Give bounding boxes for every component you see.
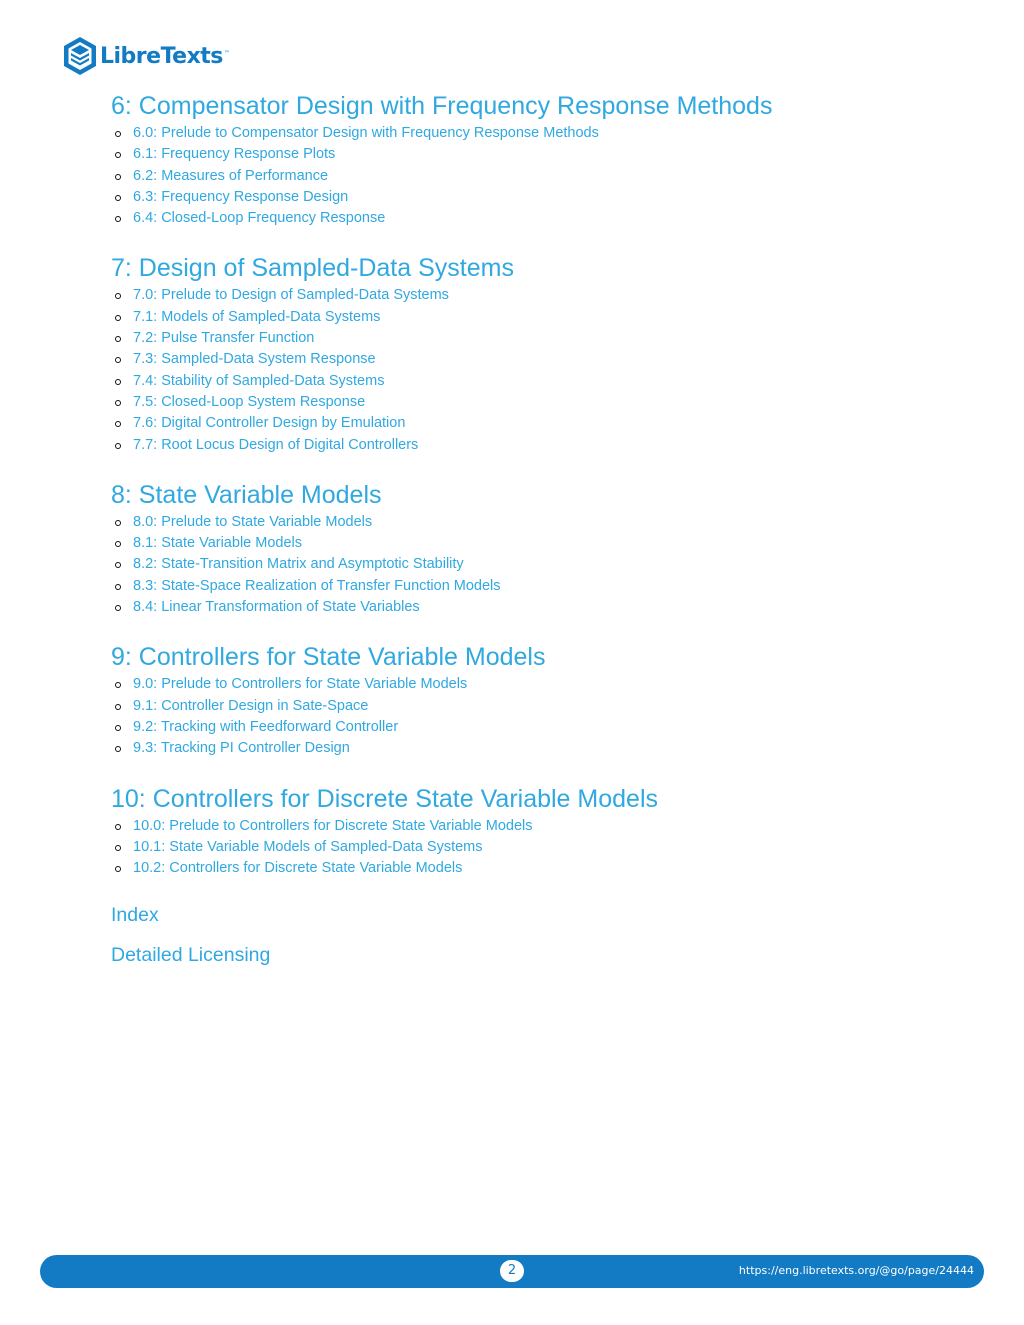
section-link[interactable]: 8.0: Prelude to State Variable Models <box>111 512 991 533</box>
section-link[interactable]: 6.3: Frequency Response Design <box>111 187 991 208</box>
chapter-title-link[interactable]: 9: Controllers for State Variable Models <box>111 643 546 672</box>
section-link[interactable]: 8.2: State-Transition Matrix and Asymptotic Stability <box>111 554 991 575</box>
index-link[interactable]: Index <box>111 904 159 927</box>
section-link[interactable]: 10.1: State Variable Models of Sampled-Data Systems <box>111 837 991 858</box>
toc-chapter <box>111 782 991 880</box>
chapter-title-link[interactable]: 6: Compensator Design with Frequency Response Methods <box>111 92 773 120</box>
section-list <box>111 674 991 759</box>
section-link[interactable]: 7.0: Prelude to Design of Sampled-Data Systems <box>111 285 991 306</box>
toc-chapter <box>111 478 991 618</box>
section-link[interactable]: 8.1: State Variable Models <box>111 533 991 554</box>
page-url-link[interactable]: https://eng.libretexts.org/@go/page/24444 <box>738 1264 974 1277</box>
section-list <box>111 512 991 618</box>
page-footer <box>40 1255 984 1288</box>
section-link[interactable]: 6.2: Measures of Performance <box>111 166 991 187</box>
chapter-title-link[interactable]: 10: Controllers for Discrete State Variable Models <box>111 784 658 813</box>
toc-chapter <box>111 251 991 455</box>
section-link[interactable]: 7.4: Stability of Sampled-Data Systems <box>111 371 991 392</box>
section-list <box>111 123 991 229</box>
logo-trademark: ™ <box>223 50 230 57</box>
section-link[interactable]: 7.5: Closed-Loop System Response <box>111 392 991 413</box>
page-number: 2 <box>500 1260 524 1282</box>
section-link[interactable]: 7.6: Digital Controller Design by Emulation <box>111 413 991 434</box>
section-link[interactable]: 7.1: Models of Sampled-Data Systems <box>111 307 991 328</box>
toc-chapter <box>111 640 991 759</box>
section-link[interactable]: 6.0: Prelude to Compensator Design with Frequency Response Methods <box>111 123 991 144</box>
section-link[interactable]: 7.3: Sampled-Data System Response <box>111 349 991 370</box>
section-link[interactable]: 9.2: Tracking with Feedforward Controller <box>111 717 991 738</box>
libretexts-logo-icon <box>62 36 98 76</box>
section-link[interactable]: 8.3: State-Space Realization of Transfer Function Models <box>111 576 991 597</box>
section-link[interactable]: 9.0: Prelude to Controllers for State Variable Models <box>111 674 991 695</box>
section-link[interactable]: 6.1: Frequency Response Plots <box>111 144 991 165</box>
section-list <box>111 816 991 880</box>
libretexts-logo[interactable] <box>62 36 230 76</box>
section-link[interactable]: 9.1: Controller Design in Sate-Space <box>111 696 991 717</box>
section-list <box>111 285 991 455</box>
toc-chapter <box>111 89 991 229</box>
section-link[interactable]: 9.3: Tracking PI Controller Design <box>111 738 991 759</box>
detailed-licensing-link[interactable]: Detailed Licensing <box>111 944 271 967</box>
section-link[interactable]: 10.2: Controllers for Discrete State Variable Models <box>111 858 991 879</box>
chapter-title-link[interactable]: 7: Design of Sampled-Data Systems <box>111 254 514 283</box>
section-link[interactable]: 7.7: Root Locus Design of Digital Controllers <box>111 435 991 456</box>
section-link[interactable]: 10.0: Prelude to Controllers for Discrete State Variable Models <box>111 816 991 837</box>
section-link[interactable]: 8.4: Linear Transformation of State Variables <box>111 597 991 618</box>
section-link[interactable]: 7.2: Pulse Transfer Function <box>111 328 991 349</box>
chapter-title-link[interactable]: 8: State Variable Models <box>111 480 382 509</box>
table-of-contents <box>111 89 991 981</box>
logo-wordmark: LibreTexts <box>100 43 223 69</box>
section-link[interactable]: 6.4: Closed-Loop Frequency Response <box>111 208 991 229</box>
